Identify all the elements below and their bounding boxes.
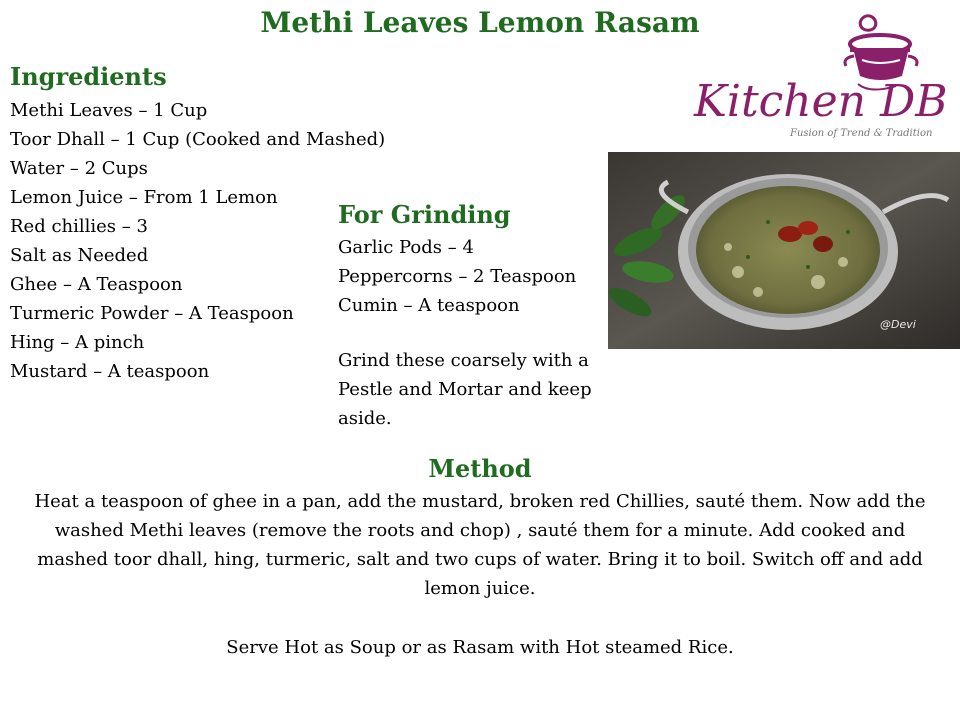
ingredients-list: [10, 96, 385, 386]
grinding-item: Peppercorns – 2 Teaspoon: [338, 266, 577, 287]
ingredient-item: Mustard – A teaspoon: [10, 361, 210, 382]
kitchen-db-logo: [690, 10, 952, 145]
ingredient-item: Lemon Juice – From 1 Lemon: [10, 187, 278, 208]
ingredient-item: Toor Dhall – 1 Cup (Cooked and Mashed): [10, 129, 386, 150]
ingredient-item: Methi Leaves – 1 Cup: [10, 100, 208, 121]
method-text: Heat a teaspoon of ghee in a pan, add the mustard, broken red Chillies, sauté them. Now add the washed Methi leaves (remove the roots and chop) , sauté them for a minute. Add cooked and mashed toor dhall, hing, turmeric, salt and two cups of water. Bring it to boil. Switch off and add lemon juice.: [34, 491, 926, 599]
ingredient-item: Salt as Needed: [10, 245, 149, 266]
ingredient-item: Turmeric Powder – A Teaspoon: [10, 303, 294, 324]
grinding-item: Cumin – A teaspoon: [338, 295, 520, 316]
ingredient-item: Ghee – A Teaspoon: [10, 274, 183, 295]
page-title: Methi Leaves Lemon Rasam: [260, 6, 700, 39]
grinding-heading: For Grinding: [338, 200, 511, 229]
method-heading: Method: [428, 454, 532, 483]
serving-suggestion: Serve Hot as Soup or as Rasam with Hot steamed Rice.: [226, 637, 734, 658]
ingredient-item: Red chillies – 3: [10, 216, 148, 237]
rasam-photo: [608, 152, 960, 349]
ingredients-heading: Ingredients: [10, 62, 167, 91]
grinding-note: Grind these coarsely with a Pestle and Mortar and keep aside.: [338, 350, 592, 429]
grinding-item: Garlic Pods – 4: [338, 237, 474, 258]
logo-brand: Kitchen DB: [694, 76, 948, 127]
logo-tagline: Fusion of Trend & Tradition: [790, 128, 933, 139]
ingredient-item: Hing – A pinch: [10, 332, 145, 353]
photo-credit: @Devi: [880, 318, 916, 331]
grinding-list: [338, 233, 576, 320]
ingredient-item: Water – 2 Cups: [10, 158, 148, 179]
